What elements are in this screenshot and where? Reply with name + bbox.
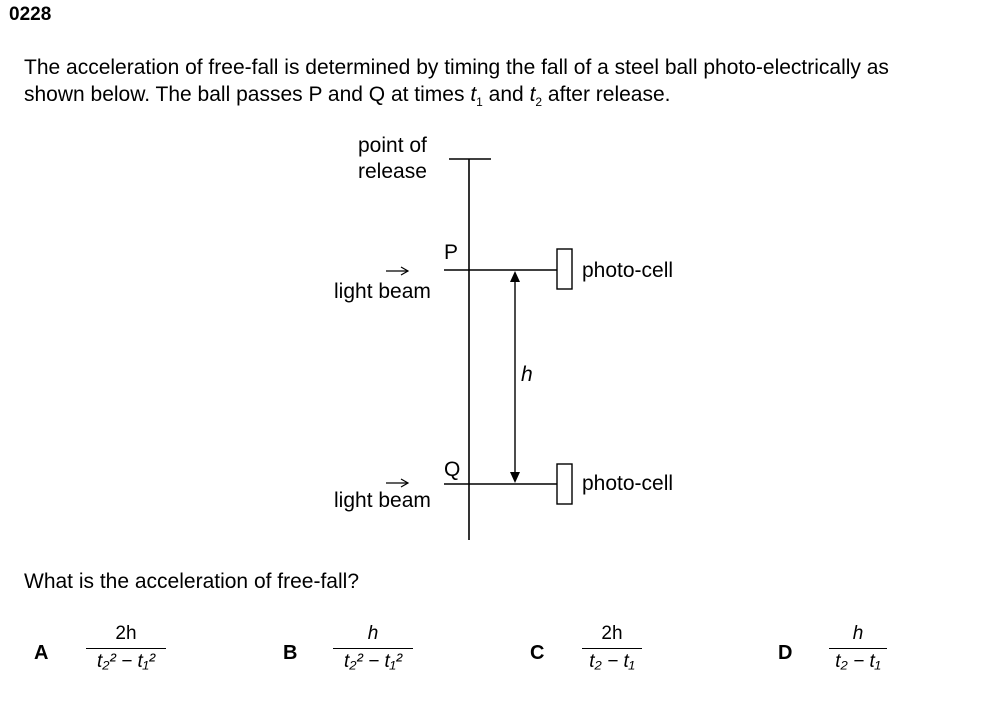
photocell-top-label: photo-cell xyxy=(582,259,674,282)
release-label-line1: point of xyxy=(358,134,427,157)
stem-line-1: The acceleration of free-fall is determined by timing the fall of a steel ball photo-electrically as xyxy=(24,56,889,79)
option-c-expression[interactable] xyxy=(582,623,642,673)
height-label: h xyxy=(521,363,533,386)
option-b-numerator: h xyxy=(367,623,379,644)
option-a-numerator: 2h xyxy=(115,623,137,644)
stem-line-2-mid: and xyxy=(482,83,530,106)
light-beam-top-arrow xyxy=(386,267,408,275)
option-d-numerator: h xyxy=(852,623,864,644)
t1-symbol: t xyxy=(470,83,477,106)
release-label-line2: release xyxy=(358,160,427,183)
light-beam-top-label: light beam xyxy=(334,280,431,303)
t1-subscript: 1 xyxy=(476,95,483,110)
stem-line-2-start: shown below. The ball passes P and Q at times xyxy=(24,83,471,106)
question-number: 0228 xyxy=(9,4,52,25)
photocell-bottom-label: photo-cell xyxy=(582,472,674,495)
option-a-expression[interactable] xyxy=(86,623,166,673)
option-b-denominator: t₂² − t₁² xyxy=(343,651,403,672)
option-c-denominator: t₂ − t₁ xyxy=(589,651,635,672)
light-beam-bottom-label: light beam xyxy=(334,489,431,512)
label-q: Q xyxy=(444,458,461,481)
question-text: What is the acceleration of free-fall? xyxy=(24,570,359,593)
option-d-letter[interactable]: D xyxy=(778,642,793,664)
option-d-expression[interactable] xyxy=(829,623,887,673)
stem-line-2-end: after release. xyxy=(542,83,671,106)
option-c-numerator: 2h xyxy=(601,623,623,644)
photocell-bottom-box xyxy=(557,464,572,504)
option-b-letter[interactable]: B xyxy=(283,642,298,664)
t2-symbol: t xyxy=(529,83,536,106)
height-arrow xyxy=(510,271,520,483)
label-p: P xyxy=(444,241,459,264)
option-a-letter[interactable]: A xyxy=(34,642,49,664)
photocell-top-box xyxy=(557,249,572,289)
option-a-denominator: t₂² − t₁² xyxy=(96,651,156,672)
t2-subscript: 2 xyxy=(535,95,543,110)
option-d-denominator: t₂ − t₁ xyxy=(835,651,881,672)
option-b-expression[interactable] xyxy=(333,623,413,673)
option-c-letter[interactable]: C xyxy=(530,642,545,664)
light-beam-bottom-arrow xyxy=(386,479,408,487)
